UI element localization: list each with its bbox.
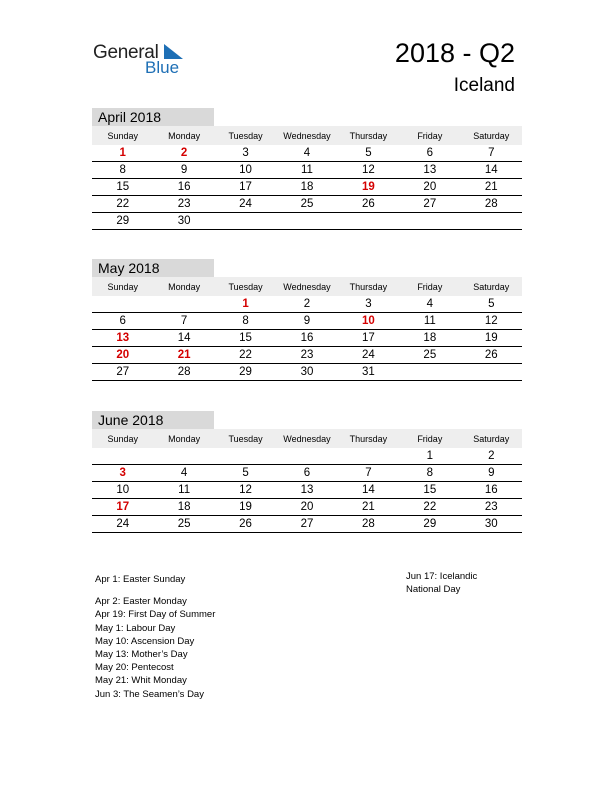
day-cell: 27 [276,516,337,533]
week-row [92,196,522,213]
day-cell: 23 [276,347,337,364]
month-april [92,108,522,230]
day-cell: 2 [153,145,214,162]
day-cell: 26 [338,196,399,213]
day-cell: 5 [461,296,522,313]
day-cell: 13 [399,162,460,179]
empty-day-cell [153,296,214,313]
day-cell: 7 [338,465,399,482]
day-cell: 4 [399,296,460,313]
weekday-header: Sunday [92,429,153,448]
calendar-table [92,126,522,230]
holiday-item: May 21: Whit Monday [95,675,187,687]
day-cell: 5 [338,145,399,162]
day-cell: 22 [215,347,276,364]
day-cell: 25 [276,196,337,213]
week-row [92,296,522,313]
day-cell: 22 [399,499,460,516]
weekday-header: Thursday [338,126,399,145]
day-cell: 17 [92,499,153,516]
calendar-table [92,277,522,381]
weekday-header: Tuesday [215,277,276,296]
day-cell: 20 [276,499,337,516]
empty-day-cell [399,364,460,381]
week-row [92,499,522,516]
weekday-header: Wednesday [276,126,337,145]
day-cell: 26 [461,347,522,364]
holiday-list-left [95,573,215,701]
holiday-item: Apr 1: Easter Sunday [95,574,186,585]
day-cell: 31 [338,364,399,381]
day-cell: 6 [276,465,337,482]
day-cell: 12 [461,313,522,330]
day-cell: 16 [153,179,214,196]
quarter-title: 2018 - Q2 [394,38,515,68]
weekday-header: Thursday [338,277,399,296]
weekday-header: Sunday [92,277,153,296]
day-cell: 3 [92,465,153,482]
empty-day-cell [215,448,276,465]
day-cell: 15 [399,482,460,499]
day-cell: 19 [461,330,522,347]
day-cell: 17 [215,179,276,196]
day-cell: 12 [215,482,276,499]
day-cell: 29 [215,364,276,381]
weekday-header: Wednesday [276,429,337,448]
month-title: April 2018 [92,108,214,126]
day-cell: 18 [399,330,460,347]
day-cell: 8 [92,162,153,179]
weekday-header: Monday [153,277,214,296]
day-cell: 4 [276,145,337,162]
day-cell: 11 [399,313,460,330]
month-title: June 2018 [92,411,214,429]
day-cell: 18 [276,179,337,196]
empty-day-cell [399,213,460,230]
holiday-list-right [406,570,506,596]
day-cell: 1 [92,145,153,162]
day-cell: 22 [92,196,153,213]
week-row [92,313,522,330]
logo-text-general: General [93,42,159,63]
day-cell: 28 [338,516,399,533]
weekday-header-row [92,277,522,296]
day-cell: 23 [461,499,522,516]
day-cell: 11 [276,162,337,179]
day-cell: 20 [92,347,153,364]
week-row [92,145,522,162]
weekday-header: Friday [399,429,460,448]
day-cell: 18 [153,499,214,516]
weekday-header: Saturday [461,126,522,145]
day-cell: 28 [153,364,214,381]
day-cell: 20 [399,179,460,196]
empty-day-cell [338,448,399,465]
day-cell: 24 [215,196,276,213]
day-cell: 1 [215,296,276,313]
week-row [92,465,522,482]
holiday-item: May 1: Labour Day [95,622,176,634]
day-cell: 29 [92,213,153,230]
day-cell: 12 [338,162,399,179]
day-cell: 4 [153,465,214,482]
day-cell: 21 [338,499,399,516]
day-cell: 3 [338,296,399,313]
holiday-item: May 20: Pentecost [95,662,174,674]
empty-day-cell [461,213,522,230]
empty-day-cell [215,213,276,230]
logo [93,40,193,80]
logo-text-blue: Blue [145,58,180,77]
week-row [92,179,522,196]
holiday-item: Apr 19: First Day of Summer [95,609,216,621]
week-row [92,330,522,347]
day-cell: 3 [215,145,276,162]
day-cell: 10 [92,482,153,499]
weekday-header: Wednesday [276,277,337,296]
month-june [92,411,522,533]
day-cell: 8 [215,313,276,330]
weekday-header: Saturday [461,429,522,448]
day-cell: 30 [276,364,337,381]
day-cell: 30 [153,213,214,230]
day-cell: 7 [153,313,214,330]
day-cell: 19 [338,179,399,196]
empty-day-cell [276,213,337,230]
empty-day-cell [92,448,153,465]
week-row [92,347,522,364]
weekday-header: Tuesday [215,126,276,145]
day-cell: 27 [399,196,460,213]
day-cell: 5 [215,465,276,482]
week-row [92,162,522,179]
day-cell: 25 [153,516,214,533]
day-cell: 16 [461,482,522,499]
day-cell: 8 [399,465,460,482]
weekday-header-row [92,429,522,448]
empty-day-cell [92,296,153,313]
day-cell: 26 [215,516,276,533]
day-cell: 29 [399,516,460,533]
calendar-table [92,429,522,533]
holiday-item: May 10: Ascension Day [95,635,195,647]
week-row [92,482,522,499]
day-cell: 10 [338,313,399,330]
weekday-header: Sunday [92,126,153,145]
day-cell: 2 [276,296,337,313]
day-cell: 13 [92,330,153,347]
month-title: May 2018 [92,259,214,277]
holiday-item: May 13: Mother’s Day [95,649,188,661]
day-cell: 9 [153,162,214,179]
holiday-item: Jun 17: Icelandic National Day [406,571,478,596]
empty-day-cell [153,448,214,465]
day-cell: 14 [153,330,214,347]
weekday-header: Thursday [338,429,399,448]
month-may [92,259,522,381]
day-cell: 6 [92,313,153,330]
day-cell: 24 [338,347,399,364]
empty-day-cell [338,213,399,230]
day-cell: 16 [276,330,337,347]
empty-day-cell [461,364,522,381]
day-cell: 13 [276,482,337,499]
week-row [92,516,522,533]
day-cell: 2 [461,448,522,465]
day-cell: 11 [153,482,214,499]
day-cell: 10 [215,162,276,179]
holiday-item: Apr 2: Easter Monday [95,596,187,608]
week-row [92,364,522,381]
day-cell: 14 [338,482,399,499]
holiday-item: Jun 3: The Seamen’s Day [95,688,204,700]
day-cell: 27 [92,364,153,381]
day-cell: 1 [399,448,460,465]
weekday-header: Monday [153,126,214,145]
day-cell: 9 [276,313,337,330]
empty-day-cell [276,448,337,465]
weekday-header: Tuesday [215,429,276,448]
weekday-header-row [92,126,522,145]
week-row [92,213,522,230]
weekday-header: Friday [399,126,460,145]
day-cell: 14 [461,162,522,179]
day-cell: 7 [461,145,522,162]
weekday-header: Saturday [461,277,522,296]
day-cell: 25 [399,347,460,364]
day-cell: 17 [338,330,399,347]
week-row [92,448,522,465]
day-cell: 24 [92,516,153,533]
country-name: Iceland [453,75,515,96]
weekday-header: Friday [399,277,460,296]
day-cell: 15 [92,179,153,196]
day-cell: 21 [461,179,522,196]
day-cell: 30 [461,516,522,533]
day-cell: 21 [153,347,214,364]
weekday-header: Monday [153,429,214,448]
day-cell: 9 [461,465,522,482]
day-cell: 6 [399,145,460,162]
day-cell: 15 [215,330,276,347]
day-cell: 19 [215,499,276,516]
day-cell: 23 [153,196,214,213]
day-cell: 28 [461,196,522,213]
